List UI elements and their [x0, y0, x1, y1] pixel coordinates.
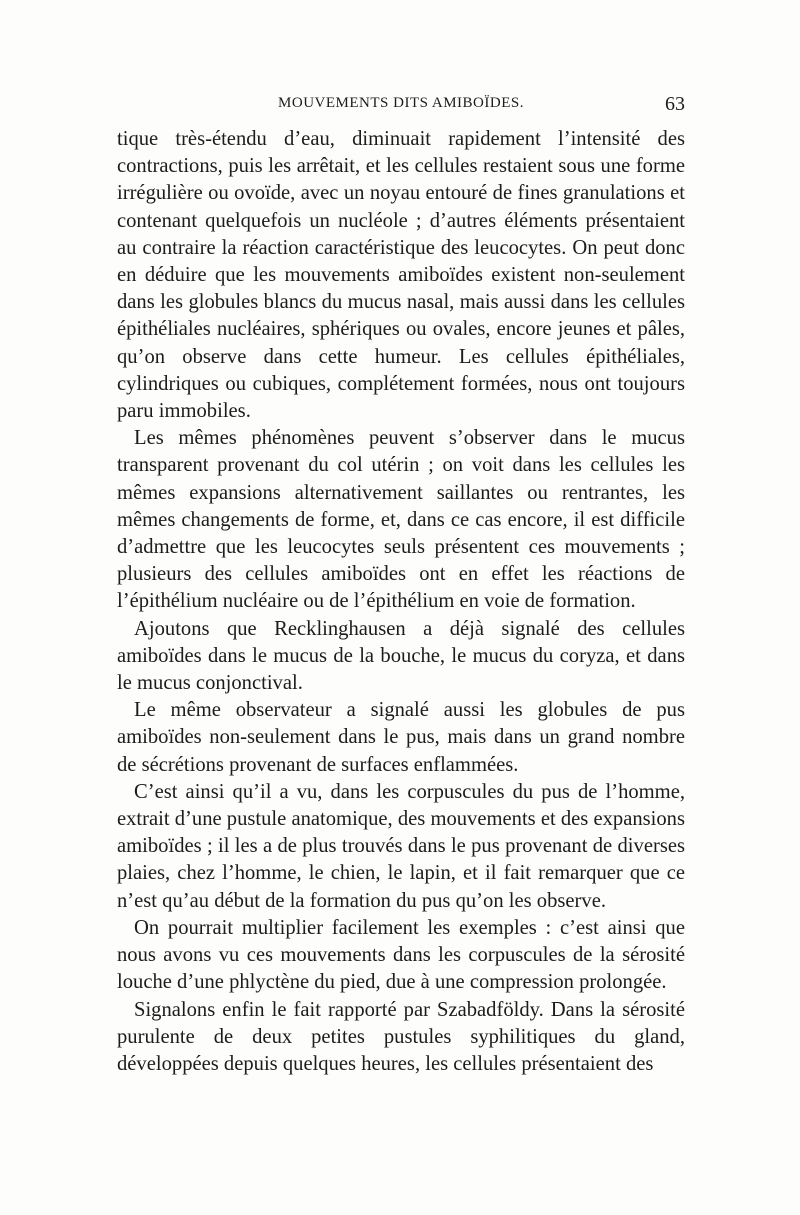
- paragraph: Signalons enfin le fait rapporté par Szabadföldy. Dans la sérosité purulente de deux petites pustules syphilitiques du gland, développées depuis quelques heures, les cellules présentaient des: [117, 998, 685, 1075]
- running-title: MOUVEMENTS DITS AMIBOÏDES.: [278, 95, 524, 111]
- paragraph: tique très-étendu d’eau, diminuait rapidement l’intensité des contractions, puis les arrêtait, et les cellules restaient sous une forme irrégulière ou ovoïde, avec un noyau entouré de fines granulations et contenant quelquefois un nucléole ; d’autres éléments présentaient au contraire la réaction caractéristique des leucocytes. On peut donc en déduire que les mouvements amiboïdes existent non-seulement dans les globules blancs du mucus nasal, mais aussi dans les cellules épithéliales nucléaires, sphériques ou ovales, encore jeunes et pâles, qu’on observe dans cette humeur. Les cellules épithéliales, cylindriques ou cubiques, complétement formées, nous ont toujours paru immobiles.: [117, 128, 685, 423]
- paragraph: Les mêmes phénomènes peuvent s’observer dans le mucus transparent provenant du col utérin ; on voit dans les cellules les mêmes expansions alternativement saillantes ou rentrantes, les mêmes changements de forme, et, dans ce cas encore, il est difficile d’admettre que les leucocytes seuls présentent ces mouvements ; plusieurs des cellules amiboïdes ont en effet les réactions de l’épithélium nucléaire ou de l’épithélium en voie de formation.: [117, 427, 685, 613]
- paragraph: Le même observateur a signalé aussi les globules de pus amiboïdes non-seulement dans le pus, mais dans un grand nombre de sécrétions provenant de surfaces enflammées.: [117, 699, 685, 776]
- paragraph: Ajoutons que Recklinghausen a déjà signalé des cellules amiboïdes dans le mucus de la bouche, le mucus du coryza, et dans le mucus conjonctival.: [117, 617, 685, 695]
- paragraph: On pourrait multiplier facilement les exemples : c’est ainsi que nous avons vu ces mouvements dans les corpuscules de la sérosité louche d’une phlyctène du pied, due à une compression prolongée.: [117, 916, 685, 994]
- paragraph: C’est ainsi qu’il a vu, dans les corpuscules du pus de l’homme, extrait d’une pustule anatomique, des mouvements et des expansions amiboïdes ; il les a de plus trouvés dans le pus provenant de diverses plaies, chez l’homme, le chien, le lapin, et il fait remarquer que ce n’est qu’au début de la formation du pus qu’on les observe.: [117, 780, 685, 912]
- running-head: [117, 95, 685, 119]
- page-number: 63: [665, 93, 685, 115]
- body-text: [117, 126, 685, 1078]
